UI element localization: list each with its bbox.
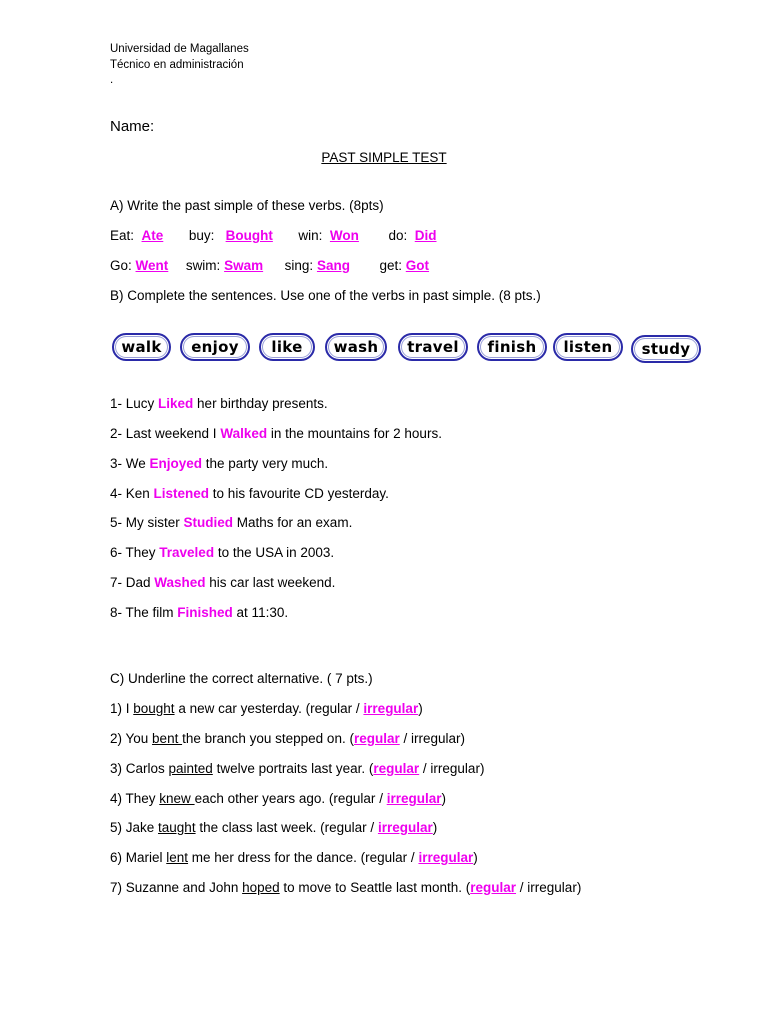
item-text: me her dress for the dance. ( xyxy=(188,850,366,865)
sentence-text: her birthday presents. xyxy=(193,396,328,411)
alternative-item-5 xyxy=(110,819,437,836)
sentence-6 xyxy=(110,544,334,561)
verb-answer: Ate xyxy=(141,228,164,243)
sentence-text: 6- They xyxy=(110,545,160,560)
verb-answer: Bought xyxy=(225,228,273,243)
sentence-5 xyxy=(110,514,352,531)
alternative-item-2 xyxy=(110,730,465,747)
verb-chip-like: like xyxy=(259,333,315,361)
program-name: Técnico en administración xyxy=(110,59,244,71)
option-irregular: irregular xyxy=(527,880,577,895)
verb-chip-wash: wash xyxy=(325,333,387,361)
underlined-verb: bent xyxy=(152,731,183,746)
sentence-3 xyxy=(110,455,328,472)
item-text: ) xyxy=(479,761,485,776)
item-text: ) xyxy=(441,791,446,806)
underlined-verb: painted xyxy=(168,761,213,776)
page-title: PAST SIMPLE TEST xyxy=(321,150,447,165)
sentence-text: 2- Last weekend I xyxy=(110,426,221,441)
sentence-text: the party very much. xyxy=(202,456,329,471)
section-a-row-1 xyxy=(110,227,437,244)
item-text: 1) I xyxy=(110,701,134,716)
option-regular: regular xyxy=(333,791,376,806)
option-regular: regular xyxy=(373,761,420,776)
verb-bank xyxy=(110,333,710,363)
verb-prompt: Eat: xyxy=(110,228,135,243)
item-text: ) xyxy=(418,701,423,716)
option-separator: / xyxy=(366,820,378,835)
sentence-text: 7- Dad xyxy=(110,575,155,590)
item-text: ) xyxy=(460,731,466,746)
item-text: ) xyxy=(432,820,438,835)
underlined-verb: knew xyxy=(159,791,195,806)
sentence-answer: Traveled xyxy=(159,545,215,560)
verb-prompt: sing: xyxy=(284,258,314,273)
sentence-text: Maths for an exam. xyxy=(233,515,353,530)
sentence-4 xyxy=(110,485,389,502)
option-regular: regular xyxy=(324,820,367,835)
sentence-text: 8- The film xyxy=(110,605,178,620)
verb-answer: Swam xyxy=(224,258,264,273)
underlined-verb: hoped xyxy=(242,880,280,895)
sentence-1 xyxy=(110,395,328,412)
verb-prompt: buy: xyxy=(188,228,215,243)
verb-chip-finish: finish xyxy=(477,333,547,361)
sentence-text: 4- Ken xyxy=(110,486,154,501)
header-dot: . xyxy=(110,74,114,86)
sentence-7 xyxy=(110,574,335,591)
verb-chip-listen: listen xyxy=(553,333,623,361)
alternative-item-3 xyxy=(110,760,484,777)
section-a-row-2 xyxy=(110,257,429,274)
sentence-text: his car last weekend. xyxy=(205,575,336,590)
option-separator: / xyxy=(375,791,387,806)
option-separator: / xyxy=(399,731,411,746)
option-irregular: irregular xyxy=(363,701,419,716)
sentence-text: at 11:30. xyxy=(232,605,289,620)
item-text: ) xyxy=(576,880,582,895)
option-irregular: irregular xyxy=(430,761,480,776)
sentence-text: 5- My sister xyxy=(110,515,184,530)
verb-chip-walk: walk xyxy=(112,333,171,361)
sentence-8 xyxy=(110,604,288,621)
item-text: each other years ago. ( xyxy=(194,791,334,806)
item-text: 7) Suzanne and John xyxy=(110,880,243,895)
verb-prompt: win: xyxy=(298,228,323,243)
alternative-item-1 xyxy=(110,700,423,717)
option-separator: / xyxy=(419,761,431,776)
verb-answer: Did xyxy=(414,228,437,243)
alternative-item-7 xyxy=(110,879,581,896)
item-text: twelve portraits last year. ( xyxy=(212,761,374,776)
sentence-text: 3- We xyxy=(110,456,150,471)
sentence-answer: Listened xyxy=(153,486,210,501)
option-irregular: irregular xyxy=(386,791,442,806)
item-text: 5) Jake xyxy=(110,820,159,835)
name-label: Name: xyxy=(110,118,155,135)
underlined-verb: lent xyxy=(166,850,189,865)
sentence-text: in the mountains for 2 hours. xyxy=(267,426,442,441)
sentence-answer: Walked xyxy=(220,426,268,441)
verb-prompt: swim: xyxy=(185,258,221,273)
verb-chip-enjoy: enjoy xyxy=(180,333,250,361)
sentence-text: 1- Lucy xyxy=(110,396,159,411)
sentence-2 xyxy=(110,425,442,442)
verb-answer: Went xyxy=(135,258,169,273)
option-regular: regular xyxy=(353,731,400,746)
sentence-answer: Finished xyxy=(177,605,233,620)
verb-answer: Sang xyxy=(316,258,350,273)
item-text: 2) You xyxy=(110,731,153,746)
option-regular: regular xyxy=(470,880,517,895)
sentence-answer: Washed xyxy=(154,575,206,590)
item-text: 6) Mariel xyxy=(110,850,167,865)
section-a-instruction: A) Write the past simple of these verbs. (8pts) xyxy=(110,198,384,213)
item-text: to move to Seattle last month. ( xyxy=(279,880,471,895)
verb-chip-travel: travel xyxy=(398,333,468,361)
sentence-answer: Studied xyxy=(183,515,234,530)
option-regular: regular xyxy=(310,701,353,716)
verb-answer: Got xyxy=(405,258,430,273)
verb-chip-study: study xyxy=(631,335,701,363)
sentence-text: to his favourite CD yesterday. xyxy=(209,486,389,501)
verb-answer: Won xyxy=(329,228,359,243)
option-irregular: irregular xyxy=(418,850,474,865)
verb-prompt: get: xyxy=(379,258,403,273)
verb-prompt: do: xyxy=(388,228,408,243)
item-text: the branch you stepped on. ( xyxy=(182,731,354,746)
section-b-instruction: B) Complete the sentences. Use one of the verbs in past simple. (8 pts.) xyxy=(110,288,541,303)
sentence-answer: Enjoyed xyxy=(149,456,203,471)
sentence-text: to the USA in 2003. xyxy=(214,545,335,560)
underlined-verb: taught xyxy=(158,820,196,835)
verb-prompt: Go: xyxy=(110,258,132,273)
alternative-item-4 xyxy=(110,790,446,807)
section-c-instruction: C) Underline the correct alternative. ( 7 pts.) xyxy=(110,671,373,686)
option-irregular: irregular xyxy=(411,731,461,746)
item-text: the class last week. ( xyxy=(195,820,325,835)
option-separator: / xyxy=(407,850,419,865)
option-irregular: irregular xyxy=(377,820,433,835)
item-text: 4) They xyxy=(110,791,160,806)
option-separator: / xyxy=(516,880,528,895)
alternative-item-6 xyxy=(110,849,478,866)
option-separator: / xyxy=(352,701,364,716)
item-text: a new car yesterday. ( xyxy=(174,701,311,716)
option-regular: regular xyxy=(365,850,408,865)
item-text: ) xyxy=(473,850,478,865)
underlined-verb: bought xyxy=(133,701,175,716)
university-name: Universidad de Magallanes xyxy=(110,43,249,55)
sentence-answer: Liked xyxy=(158,396,194,411)
item-text: 3) Carlos xyxy=(110,761,169,776)
